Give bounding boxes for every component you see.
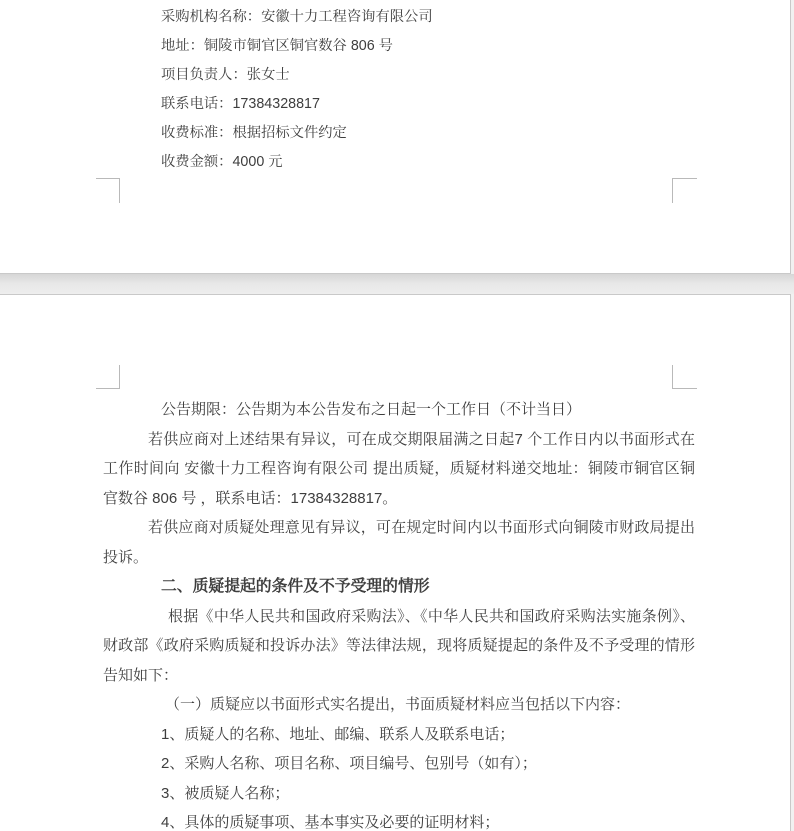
field-line-project-lead: 项目负责人：张女士 bbox=[161, 67, 290, 83]
paragraph-objection-handling: 若供应商对质疑处理意见有异议，可在规定时间内以书面形式向铜陵市财政局提出投诉。 bbox=[103, 519, 695, 566]
paragraph-objection-result: 若供应商对上述结果有异议，可在成交期限届满之日起7 个工作日内以书面形式在工作时间向 安徽十力工程咨询有限公司 提出质疑，质疑材料递交地址：铜陵市铜官区铜官数谷 806 号 ，联系电话：17384328817。 bbox=[103, 430, 695, 507]
list-item-1: 1、质疑人的名称、地址、邮编、联系人及联系电话； bbox=[161, 725, 515, 743]
field-line-address: 地址：铜陵市铜官区铜官数谷 806 号 bbox=[161, 38, 393, 54]
margin-corner-mark-icon bbox=[672, 365, 697, 389]
list-item-2: 2、采购人名称、项目名称、项目编号、包别号（如有）； bbox=[161, 755, 537, 772]
field-line-agency-name: 采购机构名称：安徽十力工程咨询有限公司 bbox=[161, 9, 433, 25]
paragraph-item-one: （一）质疑应以书面形式实名提出，书面质疑材料应当包括以下内容： bbox=[165, 696, 631, 713]
page-gap bbox=[0, 274, 794, 294]
margin-corner-mark-icon bbox=[96, 365, 120, 389]
page-2-text bbox=[103, 395, 695, 831]
paragraph-announcement-period: 公告期限：公告期为本公告发布之日起一个工作日（不计当日） bbox=[161, 401, 582, 418]
paragraph-legal-basis: 根据《中华人民共和国政府采购法》、《中华人民共和国政府采购法实施条例》、财政部《政府采购质疑和投诉办法》等法律法规，现将质疑提起的条件及不予受理的情形告知如下： bbox=[103, 607, 695, 684]
field-line-fee-standard: 收费标准：根据招标文件约定 bbox=[161, 125, 347, 141]
list-item-4: 4、具体的质疑事项、基本事实及必要的证明材料； bbox=[161, 814, 500, 831]
section-heading: 二、质疑提起的条件及不予受理的情形 bbox=[161, 578, 430, 595]
field-line-fee-amount: 收费金额：4000 元 bbox=[161, 154, 283, 170]
margin-corner-mark-icon bbox=[672, 178, 697, 203]
list-item-3: 3、被质疑人名称； bbox=[161, 784, 290, 802]
page-1-text bbox=[161, 3, 706, 177]
field-line-phone: 联系电话：17384328817 bbox=[161, 96, 320, 112]
margin-corner-mark-icon bbox=[96, 178, 120, 203]
